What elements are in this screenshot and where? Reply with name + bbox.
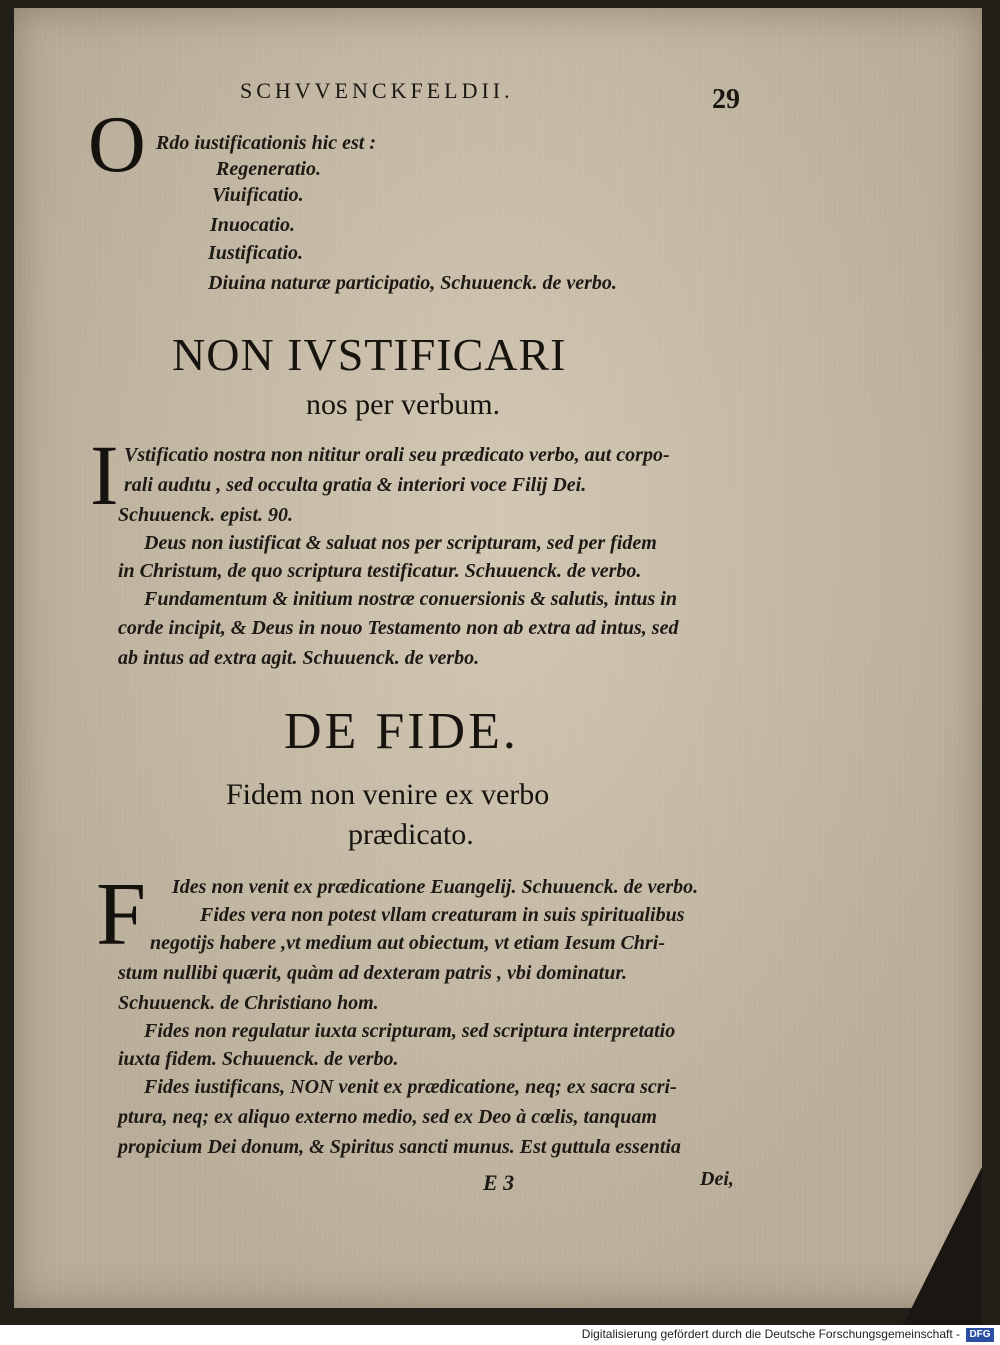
text-line: Viuificatio. — [212, 184, 304, 206]
signature-mark: E 3 — [483, 1170, 515, 1195]
text-line: ab intus ad extra agit. Schuuenck. de verbo. — [118, 647, 480, 669]
text-line: Schuuenck. epist. 90. — [118, 504, 294, 526]
text-line: corde incipit, & Deus in nouo Testamento non ab extra ad intus, sed — [118, 617, 679, 639]
credit-bar — [0, 1325, 1000, 1345]
text-line: Fides vera non potest vllam creaturam in suis spiritualibus — [200, 904, 685, 926]
text-line: Iustificatio. — [208, 242, 304, 264]
heading-main: NON IVSTIFICARI — [172, 329, 567, 380]
text-line: ptura, neq; ex aliquo externo medio, sed ex Deo à cœlis, tanquam — [118, 1106, 657, 1128]
drop-cap-o: O — [88, 101, 146, 189]
text-line: Schuuenck. de Christiano hom. — [118, 992, 379, 1014]
heading-sub: Fidem non venire ex verbo — [226, 778, 550, 811]
page-number: 29 — [712, 84, 740, 115]
heading-sub: nos per verbum. — [306, 388, 501, 421]
heading-sub: prædicato. — [348, 818, 474, 851]
running-head: SCHVVENCKFELDII. — [240, 78, 514, 103]
credit-text: Digitalisierung gefördert durch die Deutsche Forschungsgemeinschaft - — [581, 1327, 960, 1341]
text-line: Fides non regulatur iuxta scripturam, sed scriptura interpretatio — [144, 1020, 676, 1042]
text-line: Vstificatio nostra non nititur orali seu prædicato verbo, aut corpo- — [124, 444, 670, 466]
text-line: propicium Dei donum, & Spiritus sancti munus. Est guttula essentia — [118, 1136, 681, 1158]
text-line: Fundamentum & initium nostræ conuersionis & salutis, intus in — [144, 588, 677, 610]
text-line: stum nullibi quærit, quàm ad dexteram patris , vbi dominatur. — [118, 962, 627, 984]
text-line: Diuina naturæ participatio, Schuuenck. de verbo. — [208, 272, 617, 294]
heading-de-fide: DE FIDE. — [284, 703, 519, 760]
text-line: iuxta fidem. Schuuenck. de verbo. — [118, 1048, 399, 1070]
text-line: Inuocatio. — [210, 214, 296, 236]
text-line: Rdo iustificationis hic est : — [156, 132, 377, 154]
text-line: Regeneratio. — [216, 158, 321, 180]
text-line: Deus non iustificat & saluat nos per scripturam, sed per fidem — [144, 532, 657, 554]
text-line: rali audıtu , sed occulta gratia & interiori voce Filij Dei. — [124, 474, 587, 496]
text-line: Ides non venit ex prædicatione Euangelij. Schuuenck. de verbo. — [172, 876, 699, 898]
text-line: negotijs habere ,vt medium aut obiectum, vt etiam Iesum Chri- — [150, 932, 666, 954]
text-line: Fides iustificans, NON venit ex prædicatione, neq; ex sacra scri- — [144, 1076, 677, 1098]
drop-cap-i: I — [90, 427, 119, 523]
catchword: Dei, — [700, 1168, 734, 1190]
text-line: in Christum, de quo scriptura testificatur. Schuuenck. de verbo. — [118, 560, 642, 582]
dfg-logo: DFG — [966, 1328, 994, 1342]
drop-cap-f: F — [96, 865, 147, 964]
torn-corner — [902, 1167, 982, 1327]
